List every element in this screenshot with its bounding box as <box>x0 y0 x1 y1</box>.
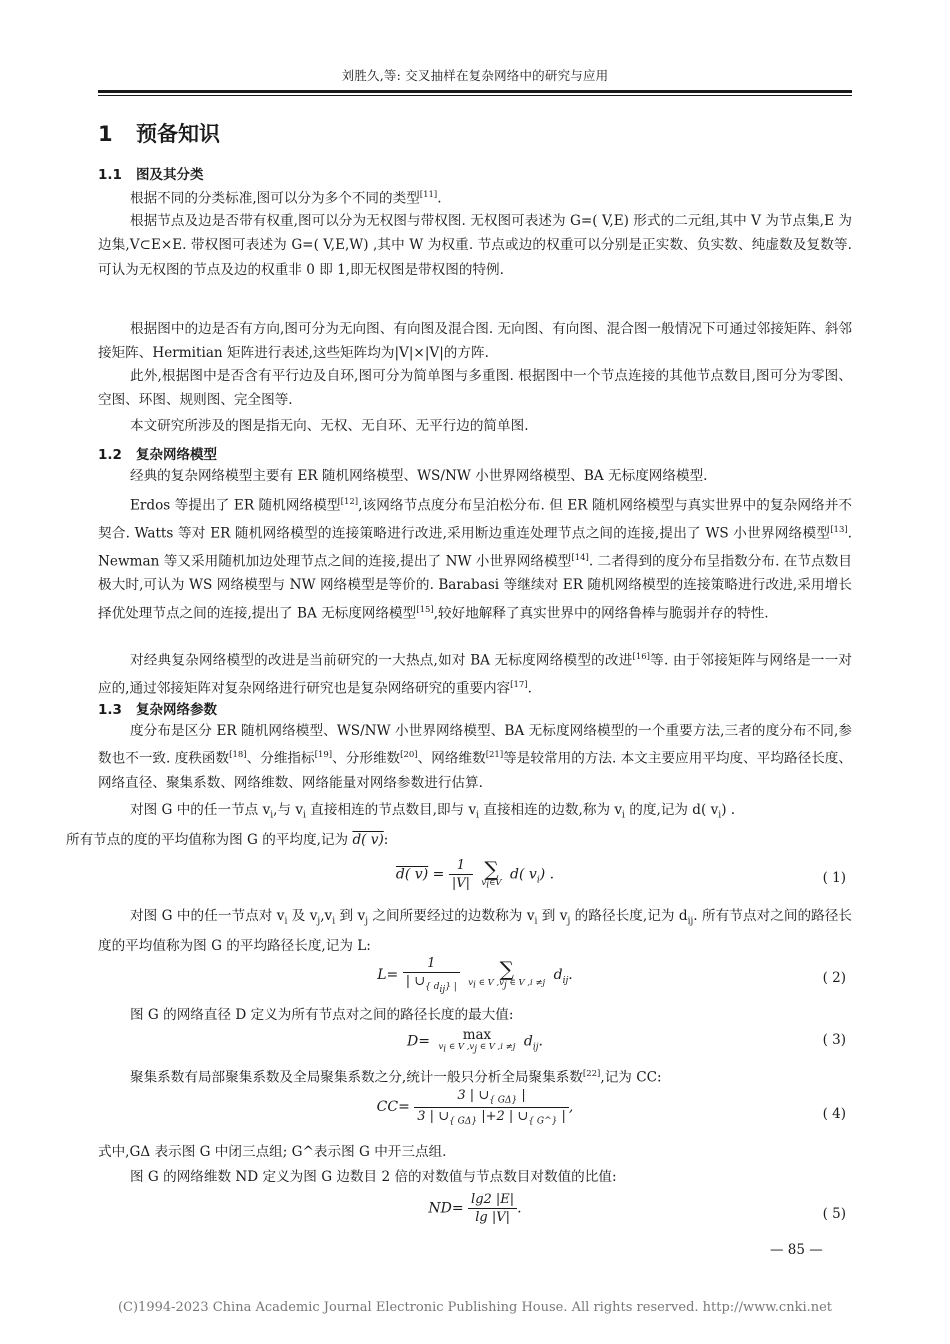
text-run: 、分维指标 <box>246 750 315 767</box>
paragraph: 本文研究所涉及的图是指无向、无权、无自环、无平行边的简单图. <box>130 418 529 434</box>
paragraph: 根据图中的边是否有方向,图可分为无向图、有向图及混合图. 无向图、有向图、混合图一般情况下可通过邻接矩阵、斜邻接矩阵、Hermitian 矩阵进行表述,这些矩阵均为|V|×|V|的方阵. <box>98 321 852 362</box>
paragraph: 图 G 的网络维数 ND 定义为图 G 边数目 2 倍的对数值与节点数目对数值的比值: <box>130 1169 617 1185</box>
subsection-heading-1-2 <box>98 443 217 463</box>
text-run: . <box>527 680 532 697</box>
equation-number: ( 2) <box>822 970 846 986</box>
paragraph <box>98 490 852 626</box>
paragraph <box>98 719 852 795</box>
subsection-number: 1.1 <box>98 167 122 183</box>
text-run: 度分布是区分 ER 随机网络模型、WS/NW 小世界网络模型、BA 无标度网络模型的一个重要方法,三者的度分布不同,参数也不一致. 度秩函数 <box>98 723 852 767</box>
summation-icon: ∑ $v_i\in V$ <box>481 856 502 891</box>
text-run: . 二者得到的度分布呈指数分布. 在节点数目极大时,可认为 WS 网络模型与 NW 网络模型是等价的. Barabasi 等继续对 ER 随机网络模型的连接策略进行改进,采用增长择优处理节点之间的连接,提出了 BA 无标度网络模型 <box>98 553 852 622</box>
text-run: 根据不同的分类标准,图可以分为多个不同的类型 <box>130 190 420 207</box>
citation[interactable]: [16] <box>632 652 650 662</box>
summation-icon: ∑ $v_i$ ∈ V $,v_j$ ∈ V ,i ≠j <box>468 957 546 992</box>
subsection-heading-1-3 <box>98 698 217 718</box>
equation-1: d( v) = $\frac{1}{|V|}$ ∑ $v_i\in V$ d( $v_i$) . ( 1) <box>395 856 846 891</box>
citation[interactable]: [13] <box>830 524 848 535</box>
header-rule-thick <box>98 90 852 93</box>
citation[interactable]: [15] <box>416 604 434 615</box>
citation[interactable]: [21] <box>485 750 504 761</box>
paragraph <box>98 183 852 211</box>
citation[interactable]: [12] <box>340 497 359 507</box>
citation[interactable]: [22] <box>582 1069 601 1079</box>
avg-degree-symbol: d( v) <box>352 832 384 849</box>
paragraph: 式中,GΔ 表示图 G 中闭三点组; G^表示图 G 中开三点组. <box>98 1144 447 1160</box>
text-run: ,该网络节点度分布呈泊松分布. 但 ER 随机网络模型与真实世界中的复杂网络并不契合. Watts 等对 ER 随机网络模型的连接策略进行改进,采用断边重连处理节点之间的连接,提出了 WS 小世界网络模型 <box>98 497 853 542</box>
equation-3: D= max $v_i$ ∈ V $,v_j$ ∈ V ,i ≠j $d_{ij}$. ( 3) <box>407 1027 846 1055</box>
paragraph: 此外,根据图中是否含有平行边及自环,图可分为简单图与多重图. 根据图中一个节点连接的其他节点数目,图可分为零图、空图、环图、规则图、完全图等. <box>98 368 852 409</box>
text-run: Erdos 等提出了 ER 随机网络模型 <box>130 497 341 514</box>
equation-number: ( 5) <box>822 1206 846 1222</box>
citation[interactable]: [19] <box>314 750 333 761</box>
paragraph: 对图 G 中的任一节点 $v_i$,与 $v_i$ 直接相连的节点数目,即与 $v_i$ 直接相连的边数,称为 $v_i$ 的度,记为 d( $v_i$) . 所有节点的度的平均值称为图 G 的平均度,记为 d( v): <box>66 802 736 849</box>
citation[interactable]: [14] <box>571 552 589 563</box>
page-number: — 85 — <box>770 1242 823 1258</box>
section-heading <box>98 118 220 148</box>
paragraph <box>98 645 852 701</box>
equation-number: ( 4) <box>822 1106 846 1122</box>
text-run: 对经典复杂网络模型的改进是当前研究的一大热点,如对 BA 无标度网络模型的改进 <box>130 652 633 669</box>
header-rule-thin <box>98 95 852 96</box>
citation[interactable]: [20] <box>400 750 418 761</box>
copyright-footer: (C)1994-2023 China Academic Journal Electronic Publishing House. All rights reserved. http://www.cnki.net <box>117 1300 833 1315</box>
paragraph: 聚集系数有局部聚集系数及全局聚集系数之分,统计一般只分析全局聚集系数[22],记为 CC: <box>130 1069 662 1086</box>
equation-number: ( 1) <box>822 870 846 886</box>
citation[interactable]: [18] <box>229 750 247 761</box>
subsection-title: 图及其分类 <box>136 167 204 183</box>
citation[interactable]: [11] <box>419 190 438 200</box>
subsection-number: 1.2 <box>98 447 122 463</box>
citation[interactable]: [17] <box>510 679 528 690</box>
paragraph: 经典的复杂网络模型主要有 ER 随机网络模型、WS/NW 小世界网络模型、BA 无标度网络模型. <box>130 468 708 484</box>
paragraph: 图 G 的网络直径 D 定义为所有节点对之间的路径长度的最大值: <box>130 1007 514 1023</box>
subsection-title: 复杂网络参数 <box>136 702 217 718</box>
equation-5: ND= $\frac{\lg 2 |E|}{\lg |V|}$ . ( 5) <box>428 1192 846 1225</box>
subsection-title: 复杂网络模型 <box>136 447 217 463</box>
text-run: 、分形维数 <box>332 750 401 767</box>
subsection-number: 1.3 <box>98 702 122 718</box>
equation-number: ( 3) <box>822 1032 846 1048</box>
text-run: . Newman 等又采用随机加边处理节点之间的连接,提出了 NW 小世界网络模型 <box>98 525 852 570</box>
equation-2: L= $\frac{1}{| \cup_{\{ d_{ij}\} |}}$ ∑ $v_i$ ∈ V $,v_j$ ∈ V ,i ≠j $d_{ij}$. ( 2) <box>377 956 846 995</box>
section-number: 1 <box>98 122 113 146</box>
paragraph: 对图 G 中的任一节点对 $v_i$ 及 $v_j,v_i$ 到 $v_j$ 之间所要经过的边数称为 $v_i$ 到 $v_j$ 的路径长度,记为 $d_{ij}$. 所有节点对之间的路径长度的平均值称为图 G 的平均路径长度,记为 L: <box>98 908 853 955</box>
text-run: 、网络维数 <box>417 750 486 767</box>
equation-4: CC= $\frac{3 | \cup_{\{ G\Delta\}} |}{3 | \cup_{\{ G\Delta\}} |+2 | \cup_{\{ G\^{}\}} |}$ , ( 4) <box>376 1088 846 1127</box>
text-run: 等. 由于邻接矩阵与网络是一一对应的,通过邻接矩阵对复杂网络进行研究也是复杂网络研究的重要内容 <box>98 652 852 697</box>
subsection-heading-1-1 <box>98 163 204 183</box>
paragraph: 根据节点及边是否带有权重,图可以分为无权图与带权图. 无权图可表述为 G=( V,E) 形式的二元组,其中 V 为节点集,E 为边集,V⊂E×E. 带权图可表述为 G=( V,E,W) ,其中 W 为权重. 节点或边的权重可以分别是正实数、负实数、纯虚数及复数等. 可认为无权图的节点及边的权重非 0 即 1,即无权图是带权图的特例. <box>98 213 852 278</box>
running-header: 刘胜久,等: 交叉抽样在复杂网络中的研究与应用 <box>341 68 609 83</box>
text-run: 等是较常用的方法. 本文主要应用平均度、平均路径长度、网络直径、聚集系数、网络维数、网络能量对网络参数进行估算. <box>98 750 853 792</box>
text-run: ,较好地解释了真实世界中的网络鲁棒与脆弱并存的特性. <box>433 605 769 622</box>
text-run: . <box>437 190 442 207</box>
section-title: 预备知识 <box>136 122 220 146</box>
